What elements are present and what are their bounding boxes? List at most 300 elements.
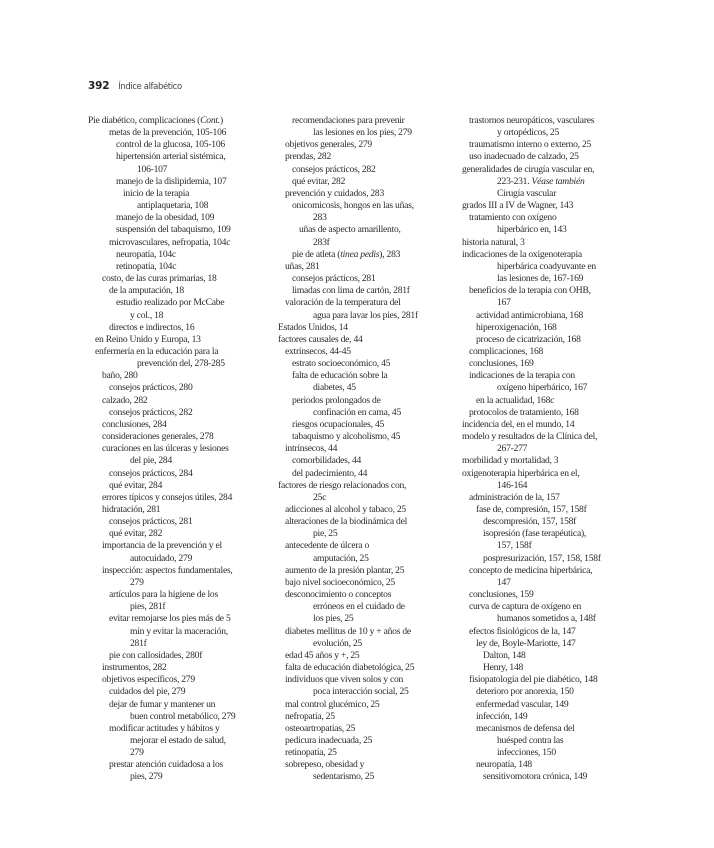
index-entry bbox=[462, 589, 642, 601]
index-entry bbox=[278, 540, 460, 552]
index-entry-text: pies, 279 bbox=[130, 771, 163, 783]
index-entry-text: curva de captura de oxígeno en bbox=[469, 601, 582, 613]
index-entry-text: comorbilidades, 44 bbox=[292, 455, 362, 467]
index-entry-text: estrato socioeconómico, 45 bbox=[292, 358, 391, 370]
index-entry-text: pospresurización, 157, 158, 158f bbox=[483, 552, 601, 564]
index-entry bbox=[278, 650, 460, 662]
index-entry-text: 146-164 bbox=[497, 479, 528, 491]
index-entry bbox=[278, 334, 460, 346]
index-entry-text: pie de atleta ( bbox=[292, 248, 341, 260]
index-entry bbox=[278, 395, 460, 407]
index-entry-text: sensitivomotora crónica, 149 bbox=[483, 771, 588, 783]
index-entry-text: conclusiones, 284 bbox=[102, 418, 167, 430]
index-entry bbox=[88, 151, 273, 163]
index-entry-text: prendas, 282 bbox=[285, 151, 332, 163]
index-entry-text: manejo de la dislipidemia, 107 bbox=[116, 175, 227, 187]
index-entry bbox=[462, 407, 642, 419]
index-entry-text: buen control metabólico, 279 bbox=[130, 710, 236, 722]
index-entry bbox=[278, 771, 460, 783]
index-entry bbox=[88, 237, 273, 249]
index-entry bbox=[278, 322, 460, 334]
index-entry-text: tabaquismo y alcoholismo, 45 bbox=[292, 431, 401, 443]
index-entry-text: objetivos específicos, 279 bbox=[102, 674, 195, 686]
index-entry bbox=[462, 468, 642, 480]
index-entry bbox=[88, 674, 273, 686]
index-entry bbox=[88, 407, 273, 419]
index-entry-text: valoración de la temperatura del bbox=[285, 297, 401, 309]
index-entry bbox=[462, 334, 642, 346]
index-entry bbox=[278, 711, 460, 723]
index-entry-text: riesgos ocupacionales, 45 bbox=[292, 418, 385, 430]
index-entry bbox=[462, 674, 642, 686]
index-entry-text: osteoartropatías, 25 bbox=[285, 722, 356, 734]
index-entry-text: inspección: aspectos fundamentales, bbox=[102, 564, 233, 576]
index-entry-text: ley de, Boyle-Mariotte, 147 bbox=[476, 637, 576, 649]
index-entry-suffix: ) bbox=[219, 115, 223, 126]
index-entry-text: fase de, compresión, 157, 158f bbox=[476, 504, 587, 515]
index-entry-text: prevención del, 278-285 bbox=[137, 358, 225, 370]
index-entry bbox=[88, 164, 273, 176]
index-entry bbox=[278, 151, 460, 163]
index-entry-text: consejos prácticos, 282 bbox=[109, 406, 193, 418]
index-entry-text: prevención y cuidados, 283 bbox=[285, 187, 385, 199]
index-entry-text: antiplaquetaria, 108 bbox=[137, 200, 209, 212]
index-entry-text: en la actualidad, 168c bbox=[476, 394, 555, 406]
index-entry bbox=[278, 626, 460, 638]
index-entry-text: retinopatía, 25 bbox=[285, 747, 337, 759]
index-entry-text: 267-277 bbox=[497, 443, 528, 455]
index-entry-text: morbilidad y mortalidad, 3 bbox=[462, 455, 559, 467]
index-entry-text: las lesiones de, 167-169 bbox=[497, 273, 584, 285]
index-entry bbox=[88, 273, 273, 285]
index-entry-text: efectos fisiológicos de la, 147 bbox=[469, 625, 576, 637]
index-entry bbox=[462, 650, 642, 662]
index-entry-text: recomendaciones para prevenir bbox=[292, 115, 405, 126]
index-entry-text: periodos prolongados de bbox=[292, 394, 381, 406]
index-entry bbox=[462, 164, 642, 176]
index-entry bbox=[88, 468, 273, 480]
index-entry-text: hidratación, 281 bbox=[102, 504, 161, 515]
index-entry bbox=[278, 735, 460, 747]
index-entry-text: instrumentos, 282 bbox=[102, 662, 167, 674]
index-entry-text: antecedente de úlcera o bbox=[285, 540, 369, 552]
index-entry-text: hiperbárica coadyuvante en bbox=[497, 260, 596, 272]
index-entry bbox=[88, 249, 273, 261]
index-entry bbox=[278, 346, 460, 358]
index-entry-text: sobrepeso, obesidad y bbox=[285, 759, 365, 771]
index-entry-text: pies, 281f bbox=[130, 601, 166, 613]
index-entry bbox=[88, 139, 273, 151]
index-entry-italic: Cont. bbox=[200, 115, 220, 126]
index-entry-text: qué evitar, 282 bbox=[109, 528, 163, 540]
index-entry bbox=[278, 468, 460, 480]
index-entry bbox=[88, 492, 273, 504]
index-entry bbox=[278, 747, 460, 759]
index-entry bbox=[462, 382, 642, 394]
index-entry bbox=[88, 650, 273, 662]
index-entry-text: concepto de medicina hiperbárica, bbox=[469, 564, 593, 576]
index-entry-text: directos e indirectos, 16 bbox=[109, 321, 195, 333]
index-entry-text: y col., 18 bbox=[130, 309, 164, 321]
index-entry bbox=[278, 188, 460, 200]
index-entry bbox=[462, 723, 642, 735]
index-entry bbox=[462, 516, 642, 528]
index-entry bbox=[88, 176, 273, 188]
index-entry-text: protocolos de tratamiento, 168 bbox=[469, 406, 579, 418]
index-entry bbox=[88, 224, 273, 236]
index-entry bbox=[462, 601, 642, 613]
index-entry-text: pie con callosidades, 280f bbox=[109, 649, 203, 661]
index-entry-text: extrínsecos, 44-45 bbox=[285, 345, 351, 357]
index-entry-text: huésped contra las bbox=[497, 734, 564, 746]
index-entry bbox=[88, 455, 273, 467]
index-entry-text: onicomicosis, hongos en las uñas, bbox=[292, 200, 414, 212]
page-number: 392 bbox=[88, 80, 110, 92]
index-entry-text: y ortopédicos, 25 bbox=[497, 127, 560, 139]
index-entry bbox=[88, 626, 273, 638]
index-entry bbox=[462, 273, 642, 285]
index-entry-text: enfermería en la educación para la bbox=[95, 345, 219, 357]
index-entry-text: Cirugía vascular bbox=[497, 187, 557, 199]
index-entry bbox=[278, 370, 460, 382]
running-title: Índice alfabético bbox=[118, 82, 182, 92]
index-entry-italic: tinea pedis bbox=[340, 248, 380, 260]
index-entry bbox=[462, 759, 642, 771]
index-entry bbox=[278, 613, 460, 625]
index-entry bbox=[278, 224, 460, 236]
index-entry-text: consejos prácticos, 281 bbox=[109, 516, 193, 528]
index-entry-text: sedentarismo, 25 bbox=[313, 771, 375, 783]
index-entry-text: desconocimiento o conceptos bbox=[285, 589, 392, 601]
index-entry bbox=[278, 237, 460, 249]
index-entry bbox=[278, 455, 460, 467]
index-entry bbox=[278, 358, 460, 370]
index-entry-text: costo, de las curas primarias, 18 bbox=[102, 273, 217, 285]
index-entry bbox=[462, 711, 642, 723]
index-column-3 bbox=[462, 115, 642, 784]
index-entry-text: 147 bbox=[497, 576, 511, 588]
index-entry bbox=[462, 212, 642, 224]
index-entry bbox=[462, 151, 642, 163]
index-entry bbox=[88, 285, 273, 297]
index-entry bbox=[462, 565, 642, 577]
index-entry bbox=[88, 565, 273, 577]
index-entry bbox=[462, 431, 642, 443]
index-entry bbox=[278, 431, 460, 443]
index-entry-text: proceso de cicatrización, 168 bbox=[476, 333, 581, 345]
index-entry-text: objetivos generales, 279 bbox=[285, 139, 372, 151]
index-entry-text: oxigenoterapia hiperbárica en el, bbox=[462, 467, 580, 479]
index-entry-text: agua para lavar los pies, 281f bbox=[313, 309, 418, 321]
index-entry-text: incidencia del, en el mundo, 14 bbox=[462, 418, 575, 430]
index-entry-text: enfermedad vascular, 149 bbox=[476, 698, 569, 710]
index-entry-text: uñas de aspecto amarillento, bbox=[299, 224, 401, 236]
index-entry-text: uñas, 281 bbox=[285, 260, 320, 272]
index-entry bbox=[462, 626, 642, 638]
index-entry bbox=[462, 747, 642, 759]
index-entry bbox=[278, 492, 460, 504]
index-entry-text: 281f bbox=[130, 637, 147, 649]
index-entry bbox=[88, 540, 273, 552]
index-entry-text: diabetes, 45 bbox=[313, 382, 356, 394]
index-entry bbox=[462, 285, 642, 297]
index-entry-text: 279 bbox=[130, 576, 144, 588]
index-entry-text: importancia de la prevención y el bbox=[102, 540, 222, 552]
index-entry-text: administración de la, 157 bbox=[469, 491, 560, 503]
index-entry bbox=[88, 382, 273, 394]
index-entry bbox=[462, 553, 642, 565]
index-entry-text: Estados Unidos, 14 bbox=[278, 321, 348, 333]
index-entry bbox=[88, 322, 273, 334]
index-entry-text: consejos prácticos, 281 bbox=[292, 273, 376, 285]
index-entry bbox=[462, 735, 642, 747]
index-entry bbox=[278, 139, 460, 151]
index-entry-text: intrínsecos, 44 bbox=[285, 443, 338, 455]
index-entry bbox=[278, 419, 460, 431]
index-entry bbox=[88, 261, 273, 273]
index-entry-text: adicciones al alcohol y tabaco, 25 bbox=[285, 504, 406, 515]
index-entry-text: edad 45 años y +, 25 bbox=[285, 649, 360, 661]
index-entry bbox=[278, 273, 460, 285]
index-entry-text: artículos para la higiene de los bbox=[109, 589, 218, 601]
index-entry bbox=[88, 334, 273, 346]
index-entry-text: qué evitar, 282 bbox=[292, 175, 346, 187]
index-entry bbox=[278, 310, 460, 322]
index-column-1 bbox=[88, 115, 273, 784]
index-entry-text: falta de educación diabetológica, 25 bbox=[285, 662, 415, 674]
index-entry bbox=[88, 419, 273, 431]
index-entry-text: factores de riesgo relacionados con, bbox=[278, 479, 407, 491]
index-entry bbox=[462, 139, 642, 151]
index-entry-text: consejos prácticos, 284 bbox=[109, 467, 193, 479]
page-header bbox=[88, 80, 182, 94]
index-entry-text: cuidados del pie, 279 bbox=[109, 686, 186, 698]
index-entry-text: mecanismos de defensa del bbox=[476, 722, 575, 734]
index-entry-text: confinación en cama, 45 bbox=[313, 406, 402, 418]
index-entry bbox=[462, 613, 642, 625]
index-entry-text: calzado, 282 bbox=[102, 394, 148, 406]
index-entry bbox=[88, 115, 273, 127]
index-entry-text: factores causales de, 44 bbox=[278, 333, 363, 345]
index-entry-text: mejorar el estado de salud, bbox=[130, 734, 226, 746]
index-entry bbox=[278, 164, 460, 176]
index-entry-text: 167 bbox=[497, 297, 511, 309]
index-entry-text: manejo de la obesidad, 109 bbox=[116, 212, 215, 224]
index-entry bbox=[462, 176, 642, 188]
index-entry bbox=[462, 249, 642, 261]
index-entry bbox=[88, 723, 273, 735]
index-entry bbox=[88, 638, 273, 650]
index-entry bbox=[278, 577, 460, 589]
index-entry bbox=[88, 443, 273, 455]
index-entry bbox=[278, 407, 460, 419]
index-entry-text: complicaciones, 168 bbox=[469, 345, 544, 357]
index-entry bbox=[88, 735, 273, 747]
index-entry-text: oxígeno hiperbárico, 167 bbox=[497, 382, 588, 394]
index-entry-text: 283f bbox=[313, 236, 330, 248]
index-entry bbox=[462, 686, 642, 698]
index-entry bbox=[462, 662, 642, 674]
index-entry-text: control de la glucosa, 105-106 bbox=[116, 139, 225, 151]
index-entry bbox=[88, 346, 273, 358]
index-entry bbox=[278, 115, 460, 127]
index-entry bbox=[88, 200, 273, 212]
index-entry-text: baño, 280 bbox=[102, 370, 138, 382]
index-entry-text: del padecimiento, 44 bbox=[292, 467, 368, 479]
index-entry bbox=[88, 613, 273, 625]
index-entry bbox=[462, 200, 642, 212]
index-entry bbox=[278, 601, 460, 613]
index-entry-text: trastornos neuropáticos, vasculares bbox=[469, 115, 595, 126]
index-entry bbox=[462, 346, 642, 358]
index-entry bbox=[88, 480, 273, 492]
index-entry bbox=[88, 310, 273, 322]
index-entry-text: autocuidado, 279 bbox=[130, 552, 193, 564]
index-entry-text: humanos sometidos a, 148f bbox=[497, 613, 596, 625]
index-entry bbox=[88, 431, 273, 443]
index-entry-text: errores típicos y consejos útiles, 284 bbox=[102, 491, 233, 503]
index-entry-text: neuropatía, 148 bbox=[476, 759, 532, 771]
index-entry-text: individuos que viven solos y con bbox=[285, 674, 404, 686]
index-entry bbox=[278, 212, 460, 224]
index-entry bbox=[462, 358, 642, 370]
index-entry-text: generalidades de cirugía vascular en, bbox=[462, 163, 595, 175]
index-entry-text: beneficios de la terapia con OHB, bbox=[469, 285, 591, 297]
index-entry-text: 279 bbox=[130, 747, 144, 759]
index-entry-text: microvasculares, nefropatía, 104c bbox=[109, 236, 231, 248]
index-entry bbox=[462, 395, 642, 407]
index-entry-suffix: ), 283 bbox=[379, 248, 401, 260]
index-entry-text: conclusiones, 169 bbox=[469, 358, 534, 370]
index-entry-text: descompresión, 157, 158f bbox=[483, 516, 577, 528]
index-entry bbox=[278, 686, 460, 698]
index-entry-text: modificar actitudes y hábitos y bbox=[109, 722, 220, 734]
index-entry bbox=[88, 711, 273, 723]
index-entry-text: Henry, 148 bbox=[483, 662, 524, 674]
index-entry bbox=[278, 723, 460, 735]
index-entry-text: indicaciones de la oxigenoterapia bbox=[462, 248, 582, 260]
index-entry bbox=[462, 443, 642, 455]
index-entry bbox=[278, 553, 460, 565]
index-entry bbox=[278, 699, 460, 711]
index-entry-text: nefropatía, 25 bbox=[285, 710, 335, 722]
index-entry-text: consejos prácticos, 282 bbox=[292, 163, 376, 175]
index-entry-text: de la amputación, 18 bbox=[109, 285, 184, 297]
index-entry bbox=[88, 188, 273, 200]
index-entry bbox=[88, 686, 273, 698]
index-entry-text: diabetes mellitus de 10 y + años de bbox=[285, 625, 411, 637]
index-entry-text: suspensión del tabaquismo, 109 bbox=[116, 224, 231, 236]
index-entry-text: metas de la prevención, 105-106 bbox=[109, 127, 227, 139]
index-entry bbox=[462, 480, 642, 492]
index-entry bbox=[278, 662, 460, 674]
index-entry-text: traumatismo interno o externo, 25 bbox=[469, 139, 592, 151]
index-entry bbox=[462, 455, 642, 467]
index-entry bbox=[278, 480, 460, 492]
index-entry-text: conclusiones, 159 bbox=[469, 589, 534, 601]
index-column-2 bbox=[278, 115, 460, 784]
index-entry-text: mal control glucémico, 25 bbox=[285, 698, 380, 710]
index-entry-text: hiperoxigenación, 168 bbox=[476, 321, 557, 333]
index-entry-text: falta de educación sobre la bbox=[292, 370, 388, 382]
index-entry-text: consideraciones generales, 278 bbox=[102, 431, 214, 443]
index-entry bbox=[88, 589, 273, 601]
index-entry bbox=[88, 358, 273, 370]
index-entry bbox=[278, 382, 460, 394]
index-entry-text: isopresión (fase terapéutica), bbox=[483, 528, 587, 540]
index-entry bbox=[278, 589, 460, 601]
index-entry bbox=[462, 577, 642, 589]
index-entry bbox=[88, 395, 273, 407]
index-entry-text: qué evitar, 284 bbox=[109, 479, 163, 491]
index-entry-text: deterioro por anorexia, 150 bbox=[476, 686, 574, 698]
index-entry bbox=[278, 674, 460, 686]
index-entry-text: neuropatía, 104c bbox=[116, 248, 176, 260]
index-entry-text: 283 bbox=[313, 212, 327, 224]
index-entry bbox=[278, 759, 460, 771]
index-entry bbox=[462, 188, 642, 200]
index-entry-text: tratamiento con oxígeno bbox=[469, 212, 557, 224]
index-entry bbox=[278, 297, 460, 309]
index-entry-text: evitar remojarse los pies más de 5 bbox=[109, 613, 231, 625]
index-entry-text: pedicura inadecuada, 25 bbox=[285, 734, 373, 746]
index-entry bbox=[462, 528, 642, 540]
index-entry-text: 106-107 bbox=[137, 163, 168, 175]
index-entry bbox=[462, 771, 642, 783]
index-entry bbox=[88, 297, 273, 309]
index-entry bbox=[278, 516, 460, 528]
index-entry bbox=[278, 504, 460, 516]
index-entry bbox=[88, 504, 273, 516]
index-entry bbox=[278, 638, 460, 650]
index-entry bbox=[88, 771, 273, 783]
index-entry bbox=[88, 759, 273, 771]
index-entry-text: retinopatía, 104c bbox=[116, 260, 177, 272]
index-entry bbox=[462, 540, 642, 552]
index-entry-text: inicio de la terapia bbox=[123, 187, 190, 199]
index-entry-text: 157, 158f bbox=[497, 540, 532, 552]
index-entry-text: evolución, 25 bbox=[313, 637, 362, 649]
index-entry bbox=[462, 419, 642, 431]
index-entry bbox=[88, 212, 273, 224]
index-entry bbox=[88, 516, 273, 528]
index-entry bbox=[278, 261, 460, 273]
index-entry bbox=[88, 553, 273, 565]
index-entry-text: 223-231. bbox=[497, 175, 532, 187]
index-entry-text: curaciones en las úlceras y lesiones bbox=[102, 443, 229, 455]
index-entry bbox=[462, 310, 642, 322]
index-entry bbox=[462, 297, 642, 309]
index-entry bbox=[462, 261, 642, 273]
index-entry bbox=[278, 176, 460, 188]
index-entry-text: infección, 149 bbox=[476, 710, 528, 722]
index-entry bbox=[88, 528, 273, 540]
index-entry-text: grados III a IV de Wagner, 143 bbox=[462, 200, 574, 212]
index-entry-text: amputación, 25 bbox=[313, 552, 369, 564]
index-entry-text: indicaciones de la terapia con bbox=[469, 370, 575, 382]
index-entry-text: erróneos en el cuidado de bbox=[313, 601, 405, 613]
index-entry bbox=[88, 699, 273, 711]
index-entry bbox=[88, 127, 273, 139]
index-entry bbox=[462, 127, 642, 139]
index-entry-text: alteraciones de la biodinámica del bbox=[285, 516, 408, 528]
index-entry-text: consejos prácticos, 280 bbox=[109, 382, 193, 394]
index-entry bbox=[278, 285, 460, 297]
index-entry-text: infecciones, 150 bbox=[497, 747, 556, 759]
index-entry bbox=[278, 127, 460, 139]
index-entry bbox=[462, 638, 642, 650]
index-entry bbox=[462, 504, 642, 516]
